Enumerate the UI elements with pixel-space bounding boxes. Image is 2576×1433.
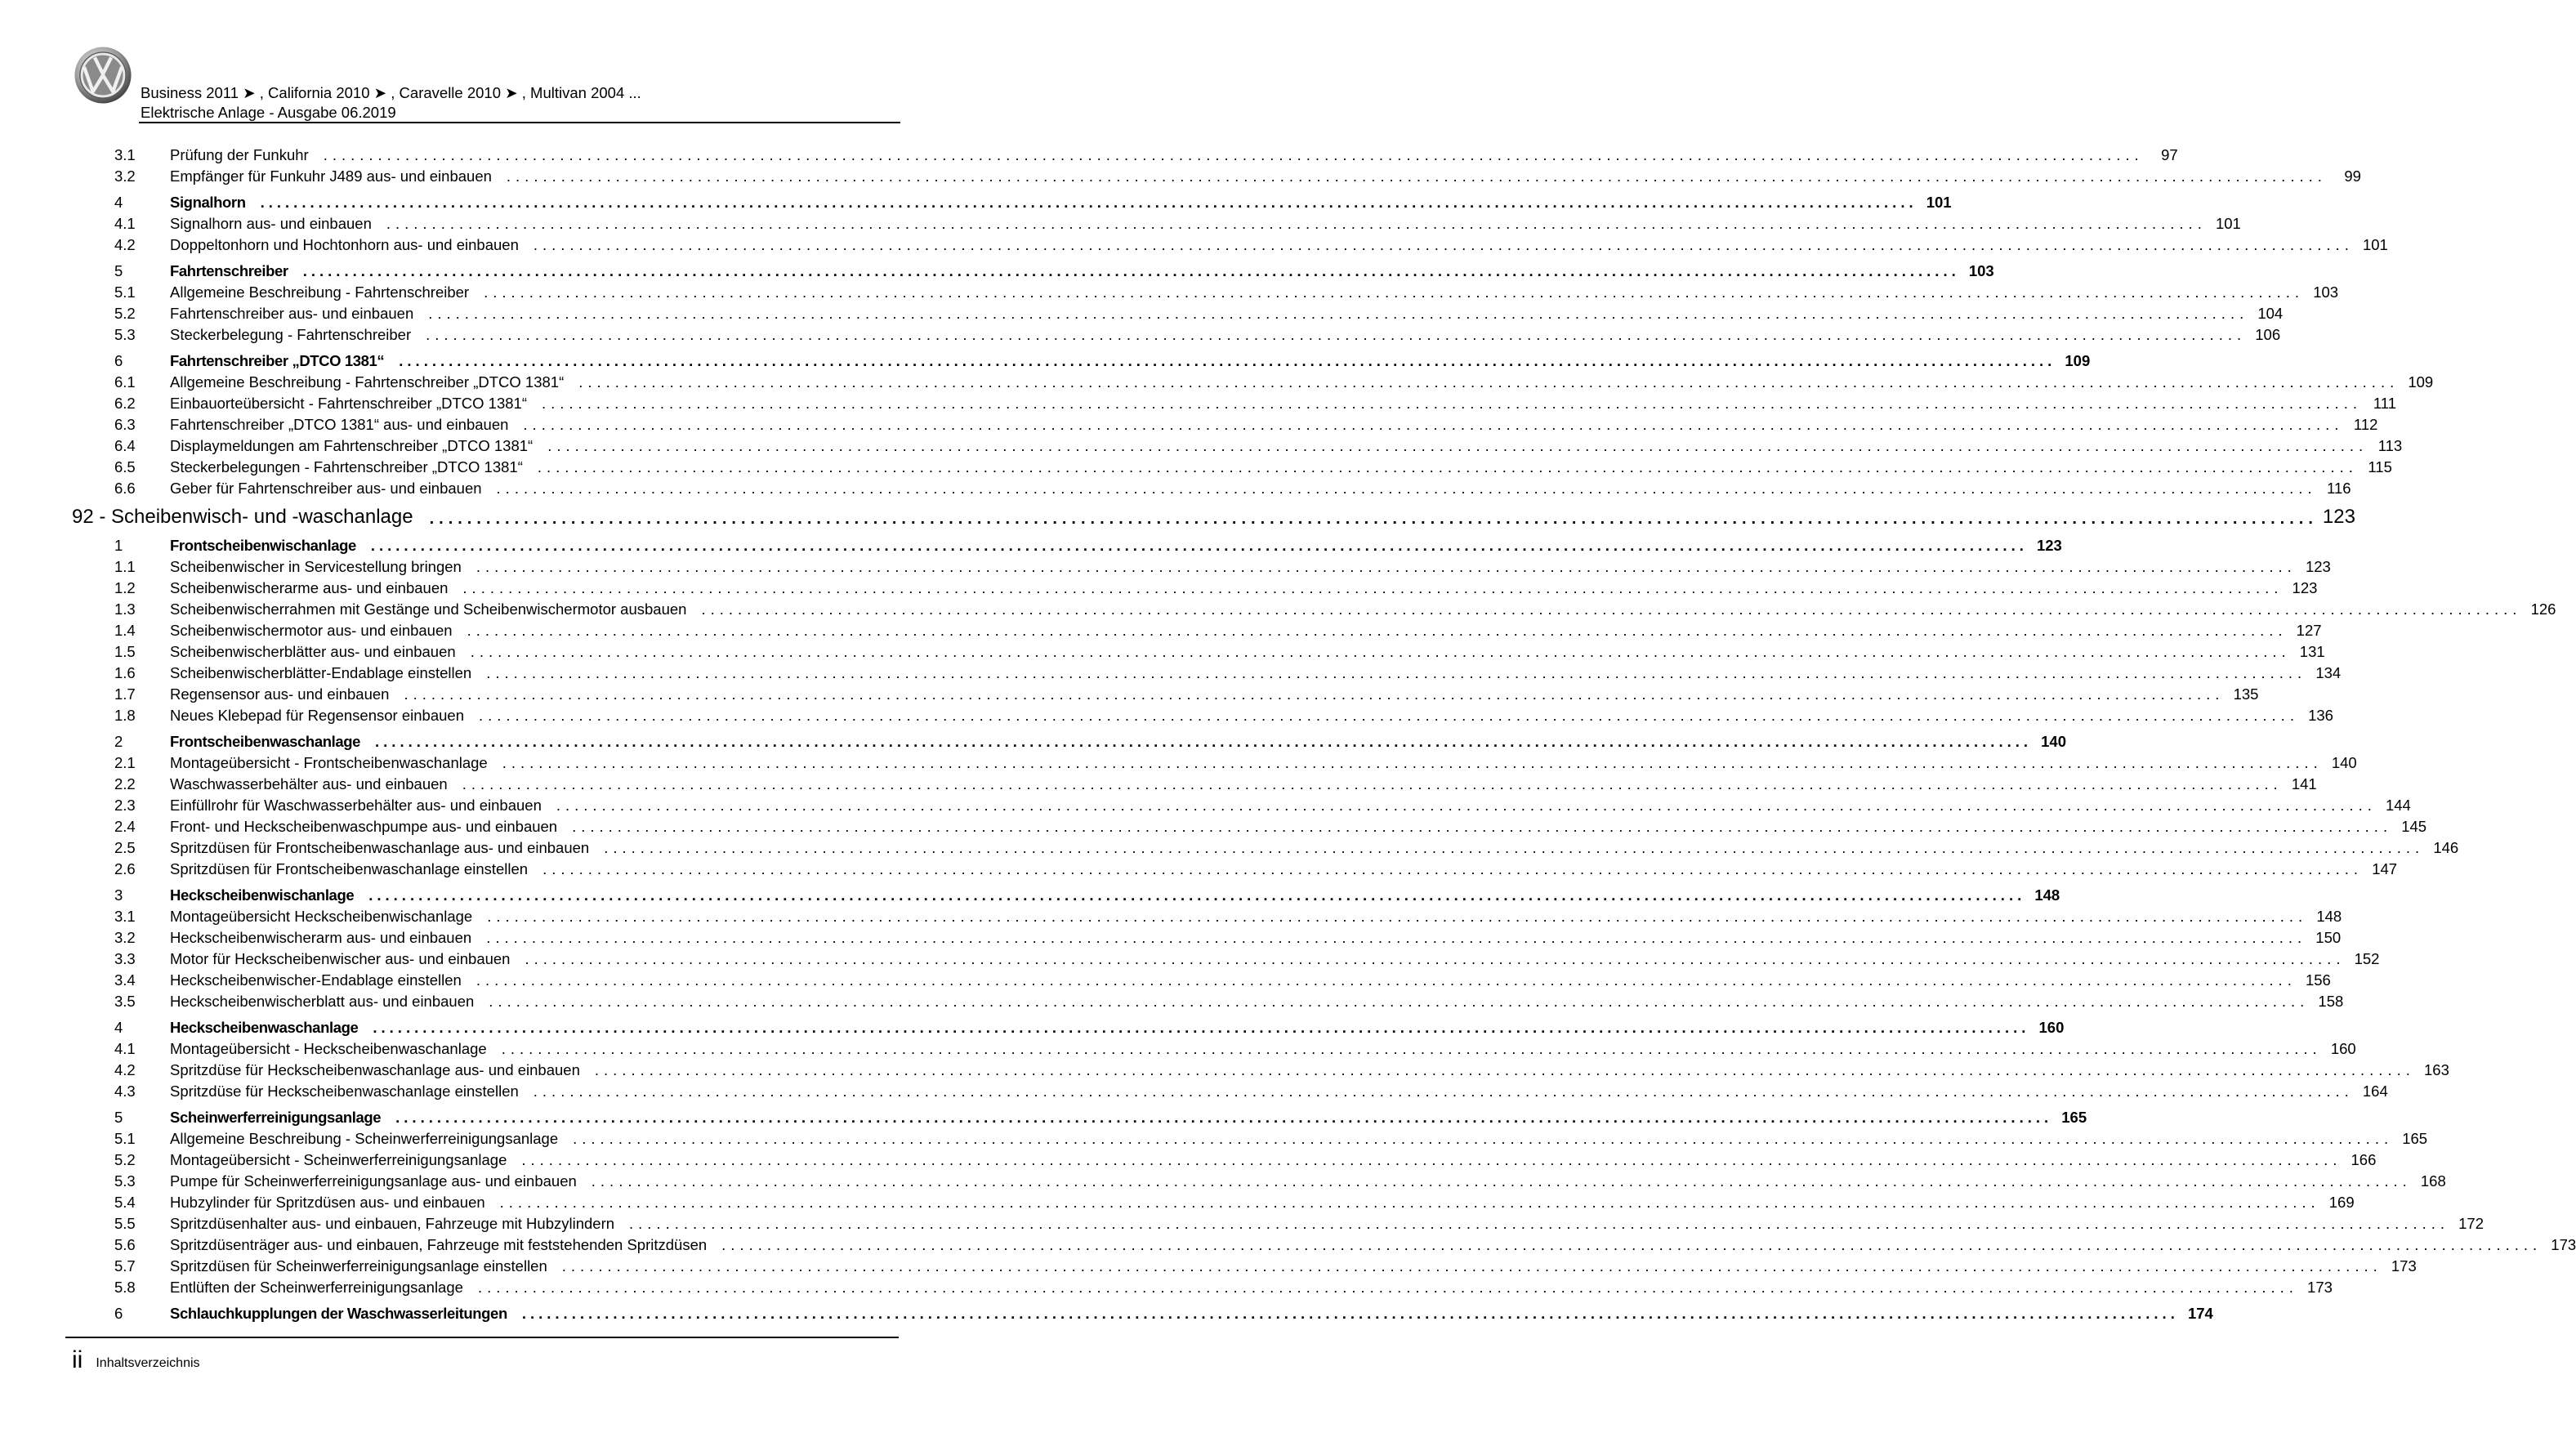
toc-entry-title: Heckscheibenwaschanlage — [170, 1019, 359, 1036]
toc-dot-leader: ........................................................................................................................................................................................................ — [429, 510, 2318, 528]
page-header — [74, 46, 900, 126]
toc-dot-leader: ........................................................................................................................................................................................................ — [573, 1130, 2394, 1147]
toc-entry-number: 1.4 — [114, 622, 136, 639]
toc-entry-number: 5.2 — [114, 1151, 136, 1168]
footer-divider — [65, 1337, 899, 1338]
toc-entry-number: 3.4 — [114, 971, 136, 989]
toc-section-entry[interactable] — [65, 254, 1994, 280]
toc-entry-number: 5.6 — [114, 1236, 136, 1253]
toc-entry-number: 1.3 — [114, 600, 136, 618]
toc-dot-leader: ........................................................................................................................................................................................................ — [462, 775, 2283, 792]
toc-entry-page: 173 — [2391, 1257, 2417, 1275]
toc-entry-title: Doppeltonhorn und Hochtonhorn aus- und einbauen — [170, 236, 519, 253]
toc-dot-leader: ........................................................................................................................................................................................................ — [578, 373, 2400, 391]
toc-entry-number: 5.3 — [114, 326, 136, 343]
toc-entry-number: 2.5 — [114, 839, 136, 856]
toc-entry-title: Frontscheibenwischanlage — [170, 537, 356, 554]
toc-entry-number: 2.3 — [114, 797, 136, 814]
toc-dot-leader: ........................................................................................................................................................................................................ — [302, 262, 1960, 279]
toc-subsection-entry[interactable] — [65, 682, 2259, 703]
toc-entry-number: 6 — [114, 1305, 123, 1322]
toc-dot-leader: ........................................................................................................................................................................................................ — [370, 537, 2028, 554]
toc-entry-page: 103 — [2313, 283, 2339, 301]
toc-entry-title: Geber für Fahrtenschreiber aus- und einbauen — [170, 480, 482, 497]
toc-entry-page: 168 — [2420, 1172, 2446, 1190]
toc-entry-title: Spritzdüsen für Scheinwerferreinigungsanlage einstellen — [170, 1257, 547, 1275]
toc-dot-leader: ........................................................................................................................................................................................................ — [462, 579, 2284, 596]
toc-entry-title: Steckerbelegungen - Fahrtenschreiber „DTCO 1381“ — [170, 458, 523, 475]
toc-dot-leader: ........................................................................................................................................................................................................ — [467, 622, 2288, 639]
toc-entry-number: 5.4 — [114, 1194, 136, 1211]
toc-subsection-entry[interactable] — [65, 476, 2351, 498]
toc-entry-number: 5.3 — [114, 1172, 136, 1190]
toc-dot-leader: ........................................................................................................................................................................................................ — [484, 283, 2305, 301]
toc-entry-title: Montageübersicht - Frontscheibenwaschanlage — [170, 754, 488, 771]
toc-entry-number: 2 — [114, 733, 123, 750]
toc-entry-page: 111 — [2373, 395, 2396, 412]
toc-entry-page: 126 — [2530, 600, 2556, 618]
toc-dot-leader: ........................................................................................................................................................................................................ — [701, 600, 2522, 618]
toc-entry-title: Spritzdüsenträger aus- und einbauen, Fahrzeuge mit feststehenden Spritzdüsen — [170, 1236, 708, 1253]
toc-dot-leader: ........................................................................................................................................................................................................ — [556, 797, 2377, 814]
toc-entry-title: Allgemeine Beschreibung - Fahrtenschreiber „DTCO 1381“ — [170, 373, 565, 391]
toc-subsection-entry[interactable] — [65, 947, 2380, 968]
table-of-contents — [65, 143, 2576, 1323]
toc-subsection-entry[interactable] — [65, 434, 2403, 455]
toc-entry-number: 6.2 — [114, 395, 136, 412]
toc-entry-page: 97 — [2161, 146, 2178, 163]
toc-section-entry[interactable] — [65, 529, 2062, 555]
toc-entry-number: 1.1 — [114, 558, 136, 575]
toc-dot-leader: ........................................................................................................................................................................................................ — [395, 1109, 2053, 1126]
toc-entry-page: 116 — [2327, 480, 2351, 497]
toc-subsection-entry[interactable] — [65, 857, 2398, 878]
toc-entry-page: 115 — [2368, 458, 2392, 475]
toc-entry-number: 2.1 — [114, 754, 136, 771]
toc-entry-page: 166 — [2351, 1151, 2377, 1168]
toc-entry-title: Heckscheibenwischer-Endablage einstellen — [170, 971, 462, 989]
toc-entry-number: 5.7 — [114, 1257, 136, 1275]
toc-entry-page: 164 — [2362, 1083, 2388, 1100]
toc-section-entry[interactable] — [65, 344, 2091, 370]
toc-entry-title: Heckscheibenwischanlage — [170, 886, 355, 904]
toc-entry-title: Spritzdüse für Heckscheibenwaschanlage aus- und einbauen — [170, 1061, 580, 1078]
toc-dot-leader: ........................................................................................................................................................................................................ — [525, 950, 2346, 967]
toc-subsection-entry[interactable] — [65, 370, 2434, 391]
toc-entry-page: 163 — [2424, 1061, 2449, 1078]
toc-entry-number: 1.6 — [114, 664, 136, 681]
toc-entry-title: Scheibenwischerarme aus- und einbauen — [170, 579, 449, 596]
toc-dot-leader: ........................................................................................................................................................................................................ — [477, 1279, 2298, 1296]
toc-entry-title: Fahrtenschreiber — [170, 262, 288, 279]
toc-entry-page: 123 — [2292, 579, 2318, 596]
toc-dot-leader: ........................................................................................................................................................................................................ — [368, 886, 2026, 904]
toc-entry-number: 6.5 — [114, 458, 136, 475]
toc-dot-leader: ........................................................................................................................................................................................................ — [521, 1151, 2342, 1168]
toc-chapter-entry[interactable] — [65, 498, 2355, 529]
toc-entry-title: Montageübersicht Heckscheibenwischanlage — [170, 908, 473, 925]
toc-entry-number: 4.1 — [114, 1040, 136, 1057]
toc-subsection-entry[interactable] — [65, 1254, 2417, 1275]
toc-entry-title: Neues Klebepad für Regensensor einbauen — [170, 707, 464, 724]
toc-dot-leader: ........................................................................................................................................................................................................ — [499, 1194, 2320, 1211]
toc-entry-page: 131 — [2299, 643, 2325, 660]
toc-dot-leader: ........................................................................................................................................................................................................ — [629, 1215, 2449, 1232]
toc-entry-title: Scheibenwischer in Servicestellung bringen — [170, 558, 462, 575]
toc-entry-page: 123 — [2305, 558, 2331, 575]
toc-entry-title: Regensensor aus- und einbauen — [170, 685, 390, 703]
toc-entry-page: 160 — [2038, 1019, 2065, 1036]
toc-entry-title: Einbauorteübersicht - Fahrtenschreiber „DTCO 1381“ — [170, 395, 527, 412]
header-models: Business 2011 ➤ , California 2010 ➤ , Caravelle 2010 ➤ , Multivan 2004 ... — [141, 84, 641, 101]
toc-entry-title: Signalhorn aus- und einbauen — [170, 215, 372, 232]
toc-entry-number: 3.2 — [114, 167, 136, 185]
toc-subsection-entry[interactable] — [65, 164, 2361, 185]
toc-entry-number: 1.8 — [114, 707, 136, 724]
toc-dot-leader: ........................................................................................................................................................................................................ — [404, 685, 2225, 703]
toc-entry-number: 6.3 — [114, 416, 136, 433]
toc-subsection-entry[interactable] — [65, 455, 2392, 476]
toc-entry-number: 1 — [114, 537, 123, 554]
toc-dot-leader: ........................................................................................................................................................................................................ — [489, 993, 2310, 1010]
toc-entry-number: 5 — [114, 1109, 123, 1126]
toc-entry-page: 101 — [1926, 194, 1952, 211]
toc-section-entry[interactable] — [65, 725, 2067, 751]
toc-entry-page: 123 — [2322, 506, 2355, 528]
toc-entry-page: 101 — [2362, 236, 2388, 253]
toc-entry-page: 152 — [2354, 950, 2380, 967]
toc-subsection-entry[interactable] — [65, 904, 2342, 926]
toc-entry-title: Pumpe für Scheinwerferreinigungsanlage aus- und einbauen — [170, 1172, 577, 1190]
toc-dot-leader: ........................................................................................................................................................................................................ — [375, 733, 2033, 750]
toc-subsection-entry[interactable] — [65, 212, 2241, 233]
page-footer — [72, 1348, 200, 1373]
toc-entry-number: 5.5 — [114, 1215, 136, 1232]
header-text — [141, 83, 641, 123]
toc-entry-title: Empfänger für Funkuhr J489 aus- und einbauen — [170, 167, 492, 185]
toc-entry-page: 144 — [2385, 797, 2411, 814]
toc-entry-page: 147 — [2372, 860, 2398, 877]
toc-entry-number: 4 — [114, 194, 123, 211]
toc-entry-page: 112 — [2353, 416, 2378, 433]
toc-subsection-entry[interactable] — [65, 233, 2388, 254]
toc-dot-leader: ........................................................................................................................................................................................................ — [501, 1040, 2322, 1057]
toc-entry-number: 3 — [114, 886, 123, 904]
toc-subsection-entry[interactable] — [65, 1079, 2388, 1100]
toc-subsection-entry[interactable] — [65, 1212, 2484, 1233]
toc-subsection-entry[interactable] — [65, 1233, 2576, 1254]
toc-entry-title: 92 - Scheibenwisch- und -waschanlage — [72, 506, 413, 528]
toc-dot-leader: ........................................................................................................................................................................................................ — [721, 1236, 2543, 1253]
toc-subsection-entry[interactable] — [65, 703, 2333, 725]
toc-dot-leader: ........................................................................................................................................................................................................ — [533, 236, 2354, 253]
toc-entry-page: 148 — [2034, 886, 2060, 904]
toc-subsection-entry[interactable] — [65, 926, 2342, 947]
toc-entry-title: Waschwasserbehälter aus- und einbauen — [170, 775, 448, 792]
toc-entry-number: 1.2 — [114, 579, 136, 596]
toc-dot-leader: ........................................................................................................................................................................................................ — [260, 194, 1917, 211]
toc-entry-title: Einfüllrohr für Waschwasserbehälter aus- und einbauen — [170, 797, 542, 814]
toc-entry-title: Spritzdüsenhalter aus- und einbauen, Fahrzeuge mit Hubzylindern — [170, 1215, 615, 1232]
toc-entry-title: Scheibenwischerrahmen mit Gestänge und Scheibenwischermotor ausbauen — [170, 600, 687, 618]
toc-subsection-entry[interactable] — [65, 836, 2459, 857]
toc-entry-page: 140 — [2331, 754, 2357, 771]
toc-entry-number: 4.1 — [114, 215, 136, 232]
toc-entry-number: 2.4 — [114, 818, 136, 835]
toc-entry-number: 2.2 — [114, 775, 136, 792]
toc-entry-title: Fahrtenschreiber aus- und einbauen — [170, 305, 414, 322]
toc-entry-number: 5.2 — [114, 305, 136, 322]
toc-entry-page: 173 — [2551, 1236, 2576, 1253]
toc-dot-leader: ........................................................................................................................................................................................................ — [537, 458, 2358, 475]
toc-dot-leader: ........................................................................................................................................................................................................ — [486, 664, 2307, 681]
toc-entry-number: 3.1 — [114, 146, 136, 163]
toc-section-entry[interactable] — [65, 1297, 2213, 1323]
toc-subsection-entry[interactable] — [65, 143, 2178, 164]
toc-entry-title: Scheibenwischerblätter aus- und einbauen — [170, 643, 456, 660]
toc-section-entry[interactable] — [65, 1011, 2065, 1037]
toc-entry-number: 3.2 — [114, 929, 136, 946]
toc-entry-title: Allgemeine Beschreibung - Fahrtenschreiber — [170, 283, 470, 301]
toc-subsection-entry[interactable] — [65, 1058, 2449, 1079]
toc-entry-page: 158 — [2318, 993, 2344, 1010]
toc-dot-leader: ........................................................................................................................................................................................................ — [475, 558, 2297, 575]
toc-entry-page: 140 — [2041, 733, 2067, 750]
toc-entry-page: 99 — [2344, 167, 2361, 185]
header-divider — [139, 122, 900, 123]
toc-entry-number: 4 — [114, 1019, 123, 1036]
toc-subsection-entry[interactable] — [65, 1037, 2356, 1058]
toc-subsection-entry[interactable] — [65, 597, 2556, 618]
toc-subsection-entry[interactable] — [65, 1190, 2355, 1212]
toc-entry-number: 2.6 — [114, 860, 136, 877]
toc-entry-page: 109 — [2065, 352, 2091, 369]
toc-entry-title: Entlüften der Scheinwerferreinigungsanlage — [170, 1279, 463, 1296]
toc-subsection-entry[interactable] — [65, 301, 2284, 323]
footer-section-label: Inhaltsverzeichnis — [96, 1356, 200, 1370]
toc-dot-leader: ........................................................................................................................................................................................................ — [373, 1019, 2030, 1036]
toc-entry-title: Scheibenwischerblätter-Endablage einstellen — [170, 664, 472, 681]
toc-entry-title: Scheinwerferreinigungsanlage — [170, 1109, 382, 1126]
toc-subsection-entry[interactable] — [65, 751, 2357, 772]
toc-subsection-entry[interactable] — [65, 555, 2331, 576]
toc-entry-title: Allgemeine Beschreibung - Scheinwerferreinigungsanlage — [170, 1130, 559, 1147]
toc-subsection-entry[interactable] — [65, 968, 2331, 989]
toc-entry-title: Montageübersicht - Heckscheibenwaschanlage — [170, 1040, 487, 1057]
toc-entry-page: 127 — [2296, 622, 2322, 639]
toc-dot-leader: ........................................................................................................................................................................................................ — [323, 146, 2144, 163]
toc-entry-page: 101 — [2215, 215, 2241, 232]
toc-entry-title: Heckscheibenwischerarm aus- und einbauen — [170, 929, 472, 946]
toc-entry-page: 123 — [2036, 537, 2062, 554]
toc-entry-page: 169 — [2328, 1194, 2355, 1211]
toc-dot-leader: ........................................................................................................................................................................................................ — [561, 1257, 2382, 1275]
toc-entry-title: Spritzdüse für Heckscheibenwaschanlage einstellen — [170, 1083, 519, 1100]
toc-entry-page: 104 — [2257, 305, 2284, 322]
toc-entry-page: 103 — [1968, 262, 1994, 279]
toc-subsection-entry[interactable] — [65, 1275, 2333, 1297]
toc-dot-leader: ........................................................................................................................................................................................................ — [428, 305, 2249, 322]
toc-dot-leader: ........................................................................................................................................................................................................ — [523, 416, 2344, 433]
toc-section-entry[interactable] — [65, 878, 2060, 904]
toc-entry-page: 135 — [2233, 685, 2259, 703]
toc-entry-title: Front- und Heckscheibenwaschpumpe aus- und einbauen — [170, 818, 558, 835]
toc-dot-leader: ........................................................................................................................................................................................................ — [399, 352, 2056, 369]
toc-dot-leader: ........................................................................................................................................................................................................ — [502, 754, 2323, 771]
footer-page-number: ii — [72, 1346, 83, 1373]
toc-entry-page: 156 — [2305, 971, 2331, 989]
toc-entry-page: 109 — [2408, 373, 2434, 391]
toc-entry-title: Heckscheibenwischerblatt aus- und einbauen — [170, 993, 475, 1010]
toc-entry-page: 150 — [2315, 929, 2342, 946]
toc-dot-leader: ........................................................................................................................................................................................................ — [386, 215, 2207, 232]
toc-entry-page: 165 — [2061, 1109, 2087, 1126]
toc-entry-page: 106 — [2255, 326, 2281, 343]
toc-subsection-entry[interactable] — [65, 793, 2411, 815]
toc-entry-page: 173 — [2307, 1279, 2333, 1296]
toc-entry-title: Hubzylinder für Spritzdüsen aus- und einbauen — [170, 1194, 485, 1211]
header-subtitle: Elektrische Anlage - Ausgabe 06.2019 — [141, 104, 396, 121]
toc-dot-leader: ........................................................................................................................................................................................................ — [542, 860, 2364, 877]
toc-entry-number: 5.1 — [114, 1130, 136, 1147]
toc-entry-number: 4.2 — [114, 1061, 136, 1078]
toc-entry-page: 160 — [2330, 1040, 2356, 1057]
toc-subsection-entry[interactable] — [65, 1169, 2446, 1190]
toc-subsection-entry[interactable] — [65, 1127, 2428, 1148]
toc-entry-number: 6.1 — [114, 373, 136, 391]
toc-dot-leader: ........................................................................................................................................................................................................ — [591, 1172, 2412, 1190]
toc-subsection-entry[interactable] — [65, 815, 2427, 836]
toc-entry-page: 113 — [2377, 437, 2403, 454]
toc-entry-page: 145 — [2401, 818, 2427, 835]
toc-entry-title: Schlauchkupplungen der Waschwasserleitungen — [170, 1305, 507, 1322]
toc-subsection-entry[interactable] — [65, 661, 2342, 682]
toc-entry-number: 4.2 — [114, 236, 136, 253]
toc-entry-title: Spritzdüsen für Frontscheibenwaschanlage einstellen — [170, 860, 529, 877]
toc-entry-page: 174 — [2187, 1305, 2213, 1322]
toc-entry-title: Motor für Heckscheibenwischer aus- und einbauen — [170, 950, 511, 967]
toc-entry-page: 134 — [2315, 664, 2342, 681]
toc-dot-leader: ........................................................................................................................................................................................................ — [475, 971, 2297, 989]
toc-section-entry[interactable] — [65, 1100, 2087, 1127]
toc-entry-page: 146 — [2433, 839, 2459, 856]
toc-subsection-entry[interactable] — [65, 640, 2325, 661]
toc-entry-number: 5 — [114, 262, 123, 279]
toc-entry-title: Scheibenwischermotor aus- und einbauen — [170, 622, 453, 639]
toc-subsection-entry[interactable] — [65, 1148, 2377, 1169]
toc-dot-leader: ........................................................................................................................................................................................................ — [572, 818, 2393, 835]
toc-entry-number: 1.7 — [114, 685, 136, 703]
toc-entry-title: Fahrtenschreiber „DTCO 1381“ — [170, 352, 385, 369]
toc-dot-leader: ........................................................................................................................................................................................................ — [486, 929, 2307, 946]
toc-entry-number: 3.1 — [114, 908, 136, 925]
toc-dot-leader: ........................................................................................................................................................................................................ — [521, 1305, 2179, 1322]
toc-entry-title: Frontscheibenwaschanlage — [170, 733, 361, 750]
toc-subsection-entry[interactable] — [65, 772, 2317, 793]
toc-subsection-entry[interactable] — [65, 413, 2378, 434]
toc-dot-leader: ........................................................................................................................................................................................................ — [547, 437, 2368, 454]
toc-entry-page: 148 — [2316, 908, 2342, 925]
toc-section-entry[interactable] — [65, 185, 1952, 212]
toc-subsection-entry[interactable] — [65, 280, 2339, 301]
toc-entry-number: 3.5 — [114, 993, 136, 1010]
toc-entry-title: Prüfung der Funkuhr — [170, 146, 309, 163]
toc-dot-leader: ........................................................................................................................................................................................................ — [470, 643, 2291, 660]
toc-dot-leader: ........................................................................................................................................................................................................ — [594, 1061, 2415, 1078]
toc-subsection-entry[interactable] — [65, 989, 2344, 1011]
toc-entry-page: 141 — [2291, 775, 2317, 792]
toc-dot-leader: ........................................................................................................................................................................................................ — [478, 707, 2299, 724]
toc-subsection-entry[interactable] — [65, 618, 2322, 640]
toc-subsection-entry[interactable] — [65, 323, 2281, 344]
toc-entry-number: 4.3 — [114, 1083, 136, 1100]
toc-dot-leader: ........................................................................................................................................................................................................ — [506, 167, 2327, 185]
toc-entry-number: 5.8 — [114, 1279, 136, 1296]
toc-entry-page: 165 — [2402, 1130, 2428, 1147]
toc-dot-leader: ........................................................................................................................................................................................................ — [496, 480, 2317, 497]
toc-subsection-entry[interactable] — [65, 391, 2396, 413]
toc-entry-title: Signalhorn — [170, 194, 246, 211]
toc-entry-title: Spritzdüsen für Frontscheibenwaschanlage aus- und einbauen — [170, 839, 590, 856]
toc-entry-title: Displaymeldungen am Fahrtenschreiber „DTCO 1381“ — [170, 437, 534, 454]
toc-dot-leader: ........................................................................................................................................................................................................ — [487, 908, 2308, 925]
toc-entry-number: 6.4 — [114, 437, 136, 454]
toc-dot-leader: ........................................................................................................................................................................................................ — [542, 395, 2362, 412]
toc-entry-page: 136 — [2308, 707, 2333, 724]
toc-entry-title: Steckerbelegung - Fahrtenschreiber — [170, 326, 412, 343]
toc-entry-title: Montageübersicht - Scheinwerferreinigungsanlage — [170, 1151, 507, 1168]
toc-entry-number: 6 — [114, 352, 123, 369]
toc-entry-title: Fahrtenschreiber „DTCO 1381“ aus- und einbauen — [170, 416, 509, 433]
toc-entry-number: 5.1 — [114, 283, 136, 301]
vw-logo-icon — [74, 46, 132, 105]
toc-entry-number: 6.6 — [114, 480, 136, 497]
toc-entry-number: 3.3 — [114, 950, 136, 967]
toc-entry-number: 1.5 — [114, 643, 136, 660]
toc-dot-leader: ........................................................................................................................................................................................................ — [604, 839, 2425, 856]
toc-dot-leader: ........................................................................................................................................................................................................ — [426, 326, 2247, 343]
toc-dot-leader: ........................................................................................................................................................................................................ — [533, 1083, 2354, 1100]
toc-entry-page: 172 — [2458, 1215, 2484, 1232]
toc-subsection-entry[interactable] — [65, 576, 2318, 597]
